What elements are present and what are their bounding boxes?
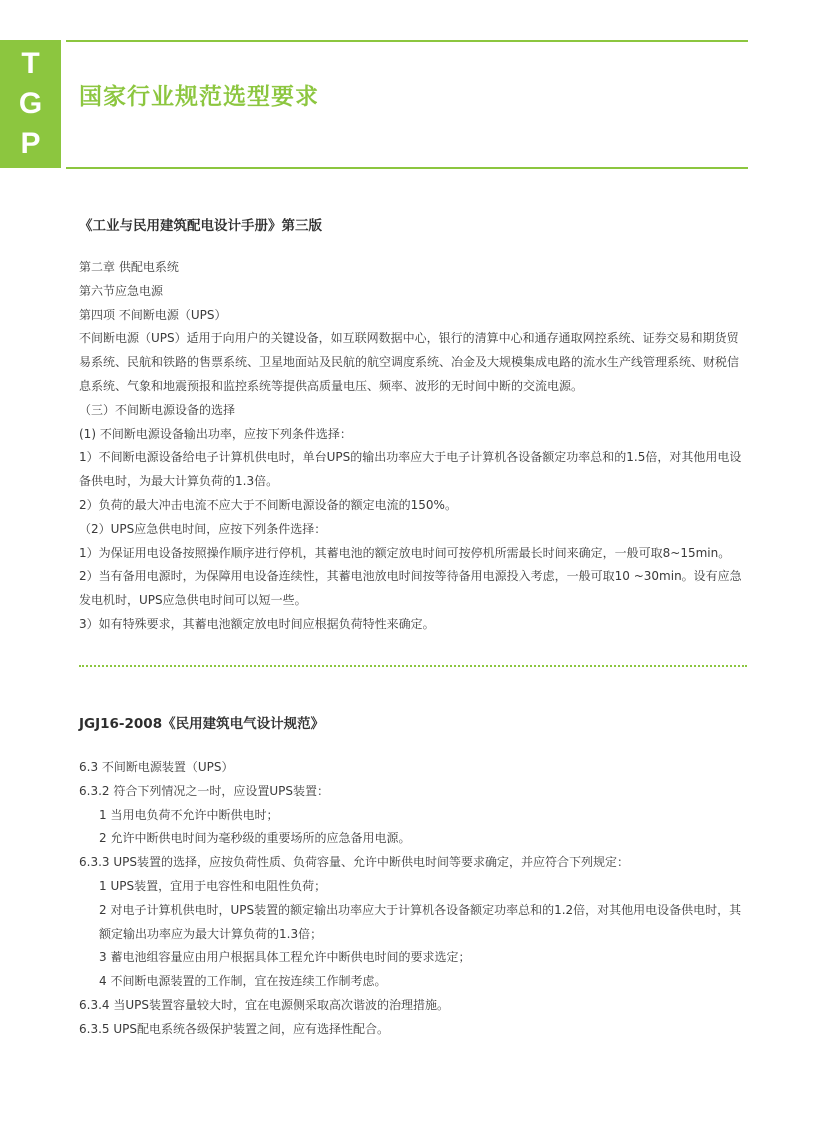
sub-clause-line: 1 当用电负荷不允许中断供电时； [99, 807, 279, 822]
section-heading: 《工业与民用建筑配电设计手册》第三版 [79, 218, 322, 234]
clause-line: 1）不间断电源设备给电子计算机供电时，单台UPS的输出功率应大于电子计算机各设备额定功率总和的1.5倍，对其他用电设备供电时，为最大计算负荷的1.3倍。 [79, 450, 742, 489]
section-body [79, 256, 747, 637]
logo-letter-t: T [21, 47, 40, 80]
clause-line: 6.3.5 UPS配电系统各级保护装置之间，应有选择性配合。 [79, 1021, 389, 1036]
page-title: 国家行业规范选型要求 [79, 84, 319, 110]
clause-line: 3）如有特殊要求，其蓄电池额定放电时间应根据负荷特性来确定。 [79, 616, 435, 631]
clause-line: (1) 不间断电源设备输出功率，应按下列条件选择： [79, 426, 352, 441]
subsection-line: 第六节应急电源 [79, 283, 164, 298]
clause-line: 6.3 不间断电源装置（UPS） [79, 760, 234, 774]
logo-letter-g: G [18, 87, 43, 120]
clause-line: 2）当有备用电源时，为保障用电设备连续性，其蓄电池放电时间按等待备用电源投入考虑，一般可取10 ~30min。设有应急发电机时，UPS应急供电时间可以短一些。 [79, 569, 742, 608]
section-jgj16-2008 [79, 712, 747, 1042]
clause-line: 1）为保证用电设备按照操作顺序进行停机，其蓄电池的额定放电时间可按停机所需最长时间来确定，一般可取8~15min。 [79, 545, 731, 560]
header-top-rule [66, 40, 748, 42]
sub-clause-line: 2 对电子计算机供电时，UPS装置的额定输出功率应大于计算机各设备额定功率总和的1.2倍，对其他用电设备供电时，其额定输出功率应为最大计算负荷的1.3倍； [99, 902, 742, 941]
section-design-manual [79, 214, 747, 637]
subheading-line: （三）不间断电源设备的选择 [79, 402, 236, 417]
clause-line: 6.3.2 符合下列情况之一时，应设置UPS装置： [79, 783, 329, 798]
sub-clause-line: 1 UPS装置，宜用于电容性和电阻性负荷； [99, 878, 327, 893]
section-body [79, 756, 747, 1042]
sub-clause-line: 4 不间断电源装置的工作制，宜在按连续工作制考虑。 [99, 974, 387, 989]
paragraph: 不间断电源（UPS）适用于向用户的关键设备，如互联网数据中心，银行的清算中心和通存通取网控系统、证券交易和期货贸易系统、民航和铁路的售票系统、卫星地面站及民航的航空调度系统、冶金及大规模集成电路的流水生产线管理系统、财税信息系统、气象和地震预报和监控系统等提供高质量电压、频率、波形的无时间中断的交流电源。 [79, 331, 740, 393]
item-line: 第四项 不间断电源（UPS） [79, 307, 227, 322]
clause-line: 6.3.3 UPS装置的选择，应按负荷性质、负荷容量、允许中断供电时间等要求确定，并应符合下列规定： [79, 855, 629, 870]
clause-line: 2）负荷的最大冲击电流不应大于不间断电源设备的额定电流的150%。 [79, 497, 457, 512]
clause-line: 6.3.4 当UPS装置容量较大时，宜在电源侧采取高次谐波的治理措施。 [79, 997, 449, 1012]
sub-clause-line: 2 允许中断供电时间为毫秒级的重要场所的应急备用电源。 [99, 831, 411, 846]
section-heading: JGJ16-2008《民用建筑电气设计规范》 [79, 716, 325, 732]
header-bottom-rule [66, 167, 748, 169]
clause-line: （2）UPS应急供电时间，应按下列条件选择： [79, 521, 327, 536]
tgp-logo [0, 40, 61, 168]
chapter-line: 第二章 供配电系统 [79, 260, 179, 274]
sub-clause-line: 3 蓄电池组容量应由用户根据具体工程允许中断供电时间的要求选定； [99, 950, 471, 965]
logo-letter-p: P [20, 127, 41, 160]
section-divider [79, 665, 747, 667]
